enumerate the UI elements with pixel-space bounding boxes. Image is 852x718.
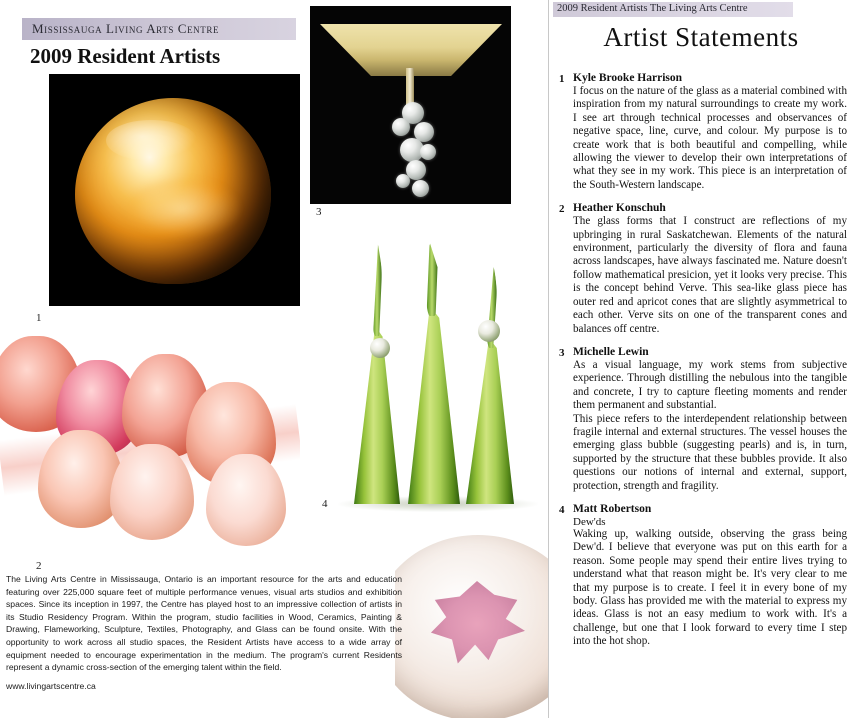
artist-statement-paragraph: As a visual language, my work stems from subjective experience. Through distilling the nebulous into the tangible and concrete, I try to capture fleeting moments and render them permanent and substantial.: [573, 358, 847, 412]
artist-statements-title: Artist Statements: [603, 22, 799, 52]
photo-green-glass-cones: [330, 212, 546, 518]
glass-bubble: [392, 118, 410, 136]
apricot-glass-cone: [206, 454, 286, 546]
photo-leaf-plate: [395, 519, 548, 718]
photo-disc-with-bubbles: [310, 6, 511, 204]
artist-statement: [559, 346, 847, 493]
green-cone: [408, 306, 460, 504]
organization-name: Mississauga Living Arts Centre: [32, 21, 220, 36]
photo-label-2: 2: [36, 560, 42, 572]
artist-number: 4: [559, 503, 565, 516]
photo-label-3: 3: [316, 206, 322, 218]
artist-statement-paragraph: Waking up, walking outside, observing the grass being Dew'd. I believe that everyone was put on this earth for a reason. Some people may spend their entire lives trying to understand what that reason might be. It's very clear to me that my purpose is to create. I feel it in every bone of my body. Glass has provided me with the material to express my ideas. Glass is not an easy medium to work with. It's a challenge, but one that I look forward to every time I step into the hot shop.: [573, 527, 847, 648]
artist-statement-paragraph: I focus on the nature of the glass as a material combined with inspiration from my natural surroundings to create my work. I see art through technical processes and observances of negative space, line, curve, and colour. My purpose is to create work that is both beautiful and compelling, while allowing the viewer to develop their own interpretations of what they see in my work. This piece is an interpretation of the South-Western landscape.: [573, 85, 847, 191]
apricot-glass-cone: [110, 444, 194, 540]
glass-bubble: [412, 180, 429, 197]
artist-number: 2: [559, 203, 565, 216]
artist-name: Kyle Brooke Harrison: [573, 72, 683, 84]
artist-name: Michelle Lewin: [573, 345, 649, 358]
photo-amber-glass-sphere: [49, 74, 300, 306]
artist-statement: [559, 503, 847, 649]
glass-pearl: [370, 338, 390, 358]
artist-name: Heather Konschuh: [573, 202, 666, 215]
photo-label-1: 1: [36, 312, 42, 324]
centre-description: [6, 573, 402, 692]
glass-bubble: [396, 174, 410, 188]
photo-label-4: 4: [322, 498, 328, 510]
artist-statement: [559, 202, 847, 336]
artist-statement-paragraph: This piece refers to the interdependent relationship between fragile internal and external structures. The vessel houses the emerging glass bubble (suggesting pearls) and is, in turn, supported by the structure that these bubbles provide. It also questions our notions of internal and external, support, protection, strength and fragility.: [573, 412, 847, 492]
artist-statement: [559, 72, 847, 192]
glass-pearl: [478, 320, 500, 342]
centre-description-text: The Living Arts Centre in Mississauga, Ontario is an important resource for the arts and education featuring over 225,000 square feet of multiple performance venues, visual arts studios and exhibition spaces. Since its inception in 1997, the Centre has played host to an impressive collection of artists in its Studio Residency Program. Within the program, studio facilities in Wood, Ceramics, Painting & Drawing, Flameworking, Sculpture, Textiles, Photography, and Glass can be found onsite. With the opportunity to work across all studio spaces, the Resident Artists have access to a wide array of equipment needed to encourage experimentation in the medium. The program's current Residents represent a dynamic cross-section of the emerging talent within the field.: [6, 574, 402, 673]
glass-swirl-highlight: [124, 178, 239, 238]
photo-red-glass-cones: [0, 326, 300, 554]
glass-bubble: [420, 144, 436, 160]
right-page: [548, 0, 852, 718]
artist-number: 3: [559, 346, 565, 359]
artist-number: 1: [559, 73, 565, 85]
artist-statements-list: [559, 72, 847, 712]
centre-website-url[interactable]: www.livingartscentre.ca: [6, 680, 96, 691]
green-cone-tip: [372, 244, 382, 336]
green-cone-tip: [426, 242, 438, 316]
page-title: 2009 Resident Artists: [30, 44, 221, 68]
artist-name: Matt Robertson: [573, 502, 652, 515]
artwork-title: Dew'ds: [573, 515, 606, 528]
artist-statement-paragraph: The glass forms that I construct are reflections of my upbringing in rural Saskatchewan. Elements of the natural environment, particularly the diversity of flora and fauna across landscapes, have always fascinated me. Nature doesn't follow mathematical presicion, yet it looks very precise. This is the concept behind Verve. This sea-like glass piece has outer red and apricot cones that are slightly asymmetrical to each other. Verve sits on one of the transparent cones and balances off centre.: [573, 215, 847, 335]
green-cone: [466, 338, 514, 504]
right-running-head: 2009 Resident Artists The Living Arts Centre: [557, 3, 748, 14]
